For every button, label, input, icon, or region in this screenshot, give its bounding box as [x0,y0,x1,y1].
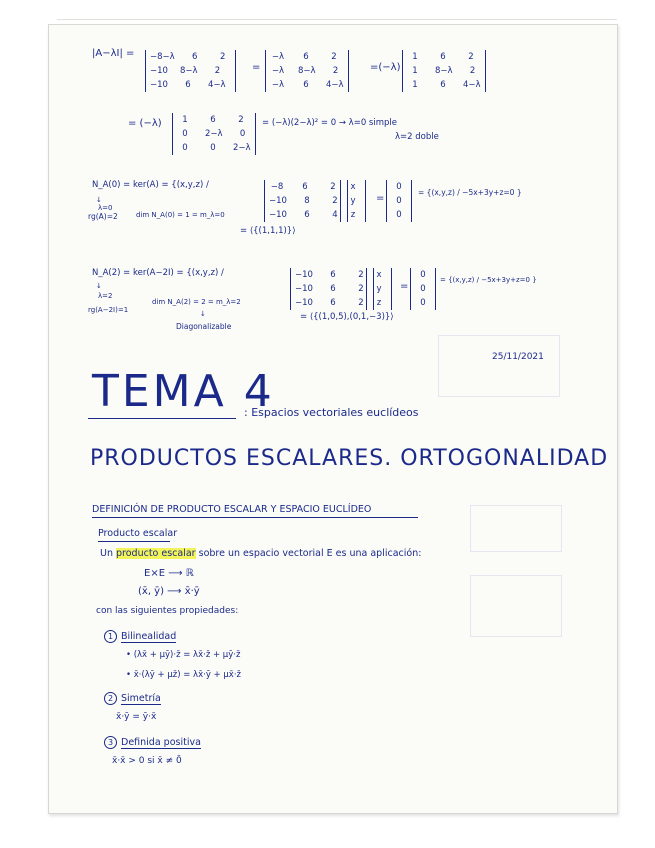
det-lhs: |A−λI| = [92,48,135,59]
prop-1b: • x̄·(λȳ + μz̄) = λx̄·ȳ + μx̄·z̄ [126,670,241,680]
vector-row [415,282,431,296]
vector-row [371,296,387,310]
matrix-a-minus-2i [290,268,374,310]
matrix-row [269,180,343,194]
tema-subtitle: : Espacios vectoriales euclídeos [244,406,419,419]
matrix-cell: −λ [271,80,285,90]
vector-cell: 0 [420,284,426,294]
arrow-down: ↓ [96,282,102,290]
matrix-cell: 6 [330,270,336,280]
matrix-cell: 1 [412,52,418,62]
vector-cell: x [350,182,356,192]
matrix-cell: −λ [271,66,285,76]
matrix-cell: 2 [358,270,364,280]
vector-cell: 0 [420,270,426,280]
matrix-cell: −10 [150,66,168,76]
rank-a-2i: rg(A−2I)=1 [88,306,129,314]
matrix-cell: 0 [182,143,188,153]
matrix-cell: −10 [269,196,287,206]
matrix-row [150,50,231,64]
matrix-cell: 6 [302,182,308,192]
prop-2 [104,692,161,705]
matrix-cell: −10 [269,210,287,220]
prop-1 [104,630,176,643]
bleed-through-mark [470,575,562,637]
matrix-cell: 2 [468,52,474,62]
matrix-cell: 2−λ [233,143,251,153]
matrix-cell: 0 [239,129,246,139]
matrix-row [269,208,343,222]
null-space-0-def: N_A(0) = ker(A) = {(x,y,z) / [92,180,209,190]
vector-cell: z [350,210,356,220]
def-highlight: producto escalar [116,548,196,559]
matrix-cell: −8−λ [150,52,175,62]
eigenvalue-double: λ=2 doble [395,132,439,142]
matrix-row [270,64,344,78]
vector-cell: y [350,196,356,206]
zero-vector [410,268,436,310]
matrix-cell: 6 [303,52,309,62]
vector-row [415,268,431,282]
matrix-cell: 4−λ [326,80,344,90]
def-sentence [100,548,421,559]
props-intro: con las siguientes propiedades: [96,606,239,616]
matrix-cell: 2 [214,66,221,76]
matrix-cell: 0 [210,143,216,153]
subsection-title: DEFINICIÓN DE PRODUCTO ESCALAR Y ESPACIO EUCLÍDEO [92,504,372,515]
matrix-cell: 8−λ [179,66,198,76]
matrix-cell: 6 [440,80,446,90]
equals-sign: = [376,193,385,204]
matrix-row [150,64,231,78]
null-space-0-basis: = ⟨{(1,1,1)}⟩ [240,226,296,236]
matrix-cell: 6 [330,284,336,294]
prop-1-title: Bilinealidad [121,631,177,642]
vector-row [391,180,407,194]
prop-3-title: Definida positiva [121,737,201,748]
vector-cell: 0 [396,196,402,206]
matrix-cell: 8−λ [435,66,453,76]
matrix-cell: 1 [412,80,418,90]
vector-cell: y [376,284,382,294]
diagonalizable-label: Diagonalizable [176,322,232,331]
bleed-through-mark [438,335,560,397]
equals-sign: = [400,281,409,292]
vector-row [345,194,361,208]
matrix-cell: 2 [332,66,339,76]
matrix-cell: 4 [332,210,338,220]
prop-1-number: 1 [104,630,117,643]
prop-3a: x̄·x̄ > 0 si x̄ ≠ 0̄ [112,756,182,766]
matrix-cell: 6 [304,210,310,220]
matrix-cell: 6 [185,80,191,90]
map-line-1: E×E ⟶ ℝ [144,568,194,579]
matrix-cell: 2 [332,196,338,206]
prop-1a: • (λx̄ + μȳ)·z̄ = λx̄·z̄ + μȳ·z̄ [126,650,241,660]
tema-title: TEMA 4 [92,366,275,417]
matrix-cell: 2−λ [205,129,223,139]
rank-a: rg(A)=2 [88,212,118,221]
matrix-row [270,78,344,92]
date: 25/11/2021 [492,352,544,362]
matrix-row [295,296,369,310]
matrix-a-minus-lambda [145,50,236,92]
matrix-cell: 1 [182,115,188,125]
vector-cell: z [376,298,382,308]
matrix-row [150,78,231,92]
vector-cell: x [376,270,382,280]
matrix-cell: 1 [412,66,418,76]
null-space-2-def: N_A(2) = ker(A−2I) = {(x,y,z) / [92,268,224,278]
matrix-cell: 4−λ [207,80,226,90]
factor-neg-lambda: =(−λ) [370,62,401,73]
matrix-cell: 6 [330,298,336,308]
matrix-cell: −λ [271,52,285,62]
factor-neg-lambda-2: = (−λ) [128,118,162,129]
matrix-a [264,180,348,222]
vector-row [345,180,361,194]
matrix-cell: 4−λ [463,80,481,90]
matrix-cell: 8−λ [298,66,316,76]
prop-2-number: 2 [104,692,117,705]
matrix-row [407,64,481,78]
null-space-0-eq: = {(x,y,z) / −5x+3y+z=0 } [418,188,522,197]
def-heading: Producto escalar [98,528,178,539]
bleed-through-mark [470,505,562,552]
matrix-cell: 0 [182,129,188,139]
map-line-2: (x̄, ȳ) ⟶ x̄·ȳ [138,586,200,597]
tema-underline [88,418,236,419]
vector-row [415,296,431,310]
prop-2-title: Simetría [121,693,161,704]
matrix-cell: 2 [358,284,364,294]
arrow-down: ↓ [200,310,206,318]
prop-3 [104,736,201,749]
matrix-cell: 2 [238,115,244,125]
vector-xyz [340,180,366,222]
def-post: sobre un espacio vectorial E es una aplicación: [198,548,422,559]
matrix-row [407,78,481,92]
matrix-cell: 6 [440,52,446,62]
matrix-row [295,268,369,282]
matrix-row [177,141,251,155]
null-space-2-eq: = {(x,y,z) / −5x+3y+z=0 } [440,276,537,284]
matrix-cell: −10 [295,284,313,294]
matrix-cell: −10 [295,270,313,280]
characteristic-result: = (−λ)(2−λ)² = 0 → λ=0 simple [262,118,397,128]
prop-2a: x̄·ȳ = ȳ·x̄ [116,712,157,722]
def-heading-underline [98,541,170,542]
matrix-cell: −8 [270,182,284,192]
matrix-row [177,127,251,141]
matrix-cell: 6 [210,115,216,125]
matrix-step-2 [265,50,349,92]
arrow-down: ↓ [96,196,102,204]
vector-cell: 0 [396,210,402,220]
prop-3-number: 3 [104,736,117,749]
matrix-cell: 8 [304,196,310,206]
matrix-row [295,282,369,296]
vector-row [391,194,407,208]
matrix-row [270,50,344,64]
matrix-row [407,50,481,64]
matrix-cell: 6 [191,52,198,62]
vector-cell: 0 [420,298,426,308]
vector-row [391,208,407,222]
matrix-step-3 [402,50,486,92]
dim-null-2: dim N_A(2) = 2 = m_λ=2 [152,298,241,306]
dim-null-0: dim N_A(0) = 1 = m_λ=0 [136,211,225,219]
matrix-cell: −10 [295,298,313,308]
lambda-0: λ=0 [98,204,113,212]
null-space-2-basis: = ⟨{(1,0,5),(0,1,−3)}⟩ [300,312,394,322]
vector-cell: 0 [396,182,402,192]
vector-row [371,282,387,296]
matrix-cell: 2 [469,66,476,76]
section-title: PRODUCTOS ESCALARES. ORTOGONALIDAD [90,446,609,471]
vector-row [345,208,361,222]
matrix-cell: 2 [330,182,336,192]
matrix-cell: −10 [150,80,168,90]
zero-vector [386,180,412,222]
vector-xyz [366,268,392,310]
matrix-cell: 6 [303,80,309,90]
def-pre: Un [100,548,113,559]
matrix-row [177,113,251,127]
subsection-underline [92,517,418,518]
matrix-cell: 2 [219,52,226,62]
matrix-cell: 2 [358,298,364,308]
equals-sign: = [252,62,261,73]
lambda-2: λ=2 [98,292,113,300]
matrix-cell: 2 [331,52,337,62]
vector-row [371,268,387,282]
matrix-row [269,194,343,208]
matrix-step-4 [172,113,256,155]
